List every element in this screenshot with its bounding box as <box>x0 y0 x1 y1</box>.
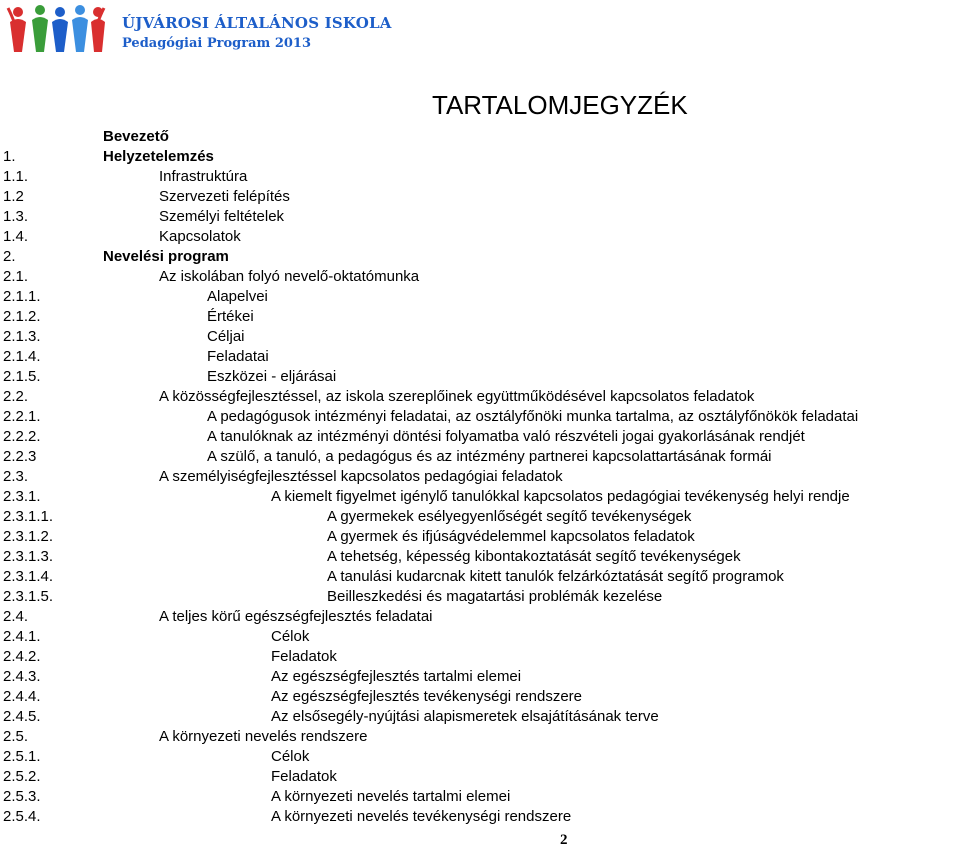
toc-entry-title: A pedagógusok intézményi feladatai, az osztályfőnöki munka tartalma, az osztályfőnökök feladatai <box>207 408 859 425</box>
toc-entry <box>0 307 960 327</box>
toc-entry-number: 2.1.3. <box>3 328 41 345</box>
toc-entry-title: Nevelési program <box>103 248 229 265</box>
toc-entry <box>0 207 960 227</box>
toc-entry-number: 2.2. <box>3 388 29 405</box>
toc-entry-number: 2.3.1.3. <box>3 548 54 565</box>
document-title: TARTALOMJEGYZÉK <box>432 90 688 120</box>
school-logo-figures-icon <box>6 2 106 56</box>
toc-entry <box>0 747 960 767</box>
toc-entry <box>0 227 960 247</box>
toc-entry-number: 2.1.5. <box>3 368 41 385</box>
toc-entry-number: 2.4.4. <box>3 688 41 705</box>
toc-entry-number: 2.5.2. <box>3 768 41 785</box>
toc-entry <box>0 447 960 467</box>
toc-entry-title: Személyi feltételek <box>159 208 285 225</box>
toc-entry-title: A tehetség, képesség kibontakoztatását segítő tevékenységek <box>327 548 741 565</box>
toc-entry <box>0 127 960 147</box>
toc-entry-title: Szervezeti felépítés <box>159 188 290 205</box>
toc-entry-number: 1. <box>3 148 16 165</box>
toc-entry <box>0 707 960 727</box>
toc-entry-number: 2. <box>3 248 16 265</box>
toc-entry <box>0 507 960 527</box>
toc-entry-title: Feladatok <box>271 648 337 665</box>
toc-entry-number: 2.3.1.4. <box>3 568 54 585</box>
toc-entry-number: 2.3.1.5. <box>3 588 54 605</box>
toc-entry-number: 1.3. <box>3 208 29 225</box>
toc-entry <box>0 247 960 267</box>
toc-entry-title: A tanulási kudarcnak kitett tanulók felzárkóztatását segítő programok <box>327 568 784 585</box>
toc-entry <box>0 147 960 167</box>
toc-entry-title: Feladatai <box>207 348 269 365</box>
toc-entry-title: Beilleszkedési és magatartási problémák kezelése <box>327 588 663 605</box>
toc-entry-number: 2.2.1. <box>3 408 41 425</box>
toc-entry <box>0 347 960 367</box>
toc-entry-title: Célok <box>271 748 310 765</box>
toc-entry <box>0 367 960 387</box>
program-name: Pedagógiai Program 2013 <box>122 36 312 51</box>
toc-entry-number: 1.2 <box>3 188 24 205</box>
toc-entry-title: Az elsősegély-nyújtási alapismeretek elsajátításának terve <box>271 708 659 725</box>
toc-entry-title: Alapelvei <box>207 288 268 305</box>
toc-entry-title: A környezeti nevelés rendszere <box>159 728 368 745</box>
toc-entry-title: A környezeti nevelés tevékenységi rendszere <box>271 808 572 825</box>
toc-entry-number: 2.4.3. <box>3 668 41 685</box>
toc-entry-number: 2.2.3 <box>3 448 37 465</box>
toc-entry-title: Az egészségfejlesztés tevékenységi rendszere <box>271 688 583 705</box>
toc-entry-title: Bevezető <box>103 128 169 145</box>
toc-entry-number: 2.1. <box>3 268 29 285</box>
toc-entry <box>0 807 960 827</box>
toc-entry-number: 2.1.4. <box>3 348 41 365</box>
toc-entry-number: 2.5. <box>3 728 29 745</box>
toc-entry-number: 2.3.1.1. <box>3 508 54 525</box>
toc-entry-number: 2.4.1. <box>3 628 41 645</box>
page-header <box>0 0 960 60</box>
toc-entry <box>0 487 960 507</box>
toc-entry-title: Helyzetelemzés <box>103 148 214 165</box>
toc-entry-number: 2.3.1.2. <box>3 528 54 545</box>
toc-entry-number: 2.1.1. <box>3 288 41 305</box>
toc-entry <box>0 727 960 747</box>
toc-entry <box>0 687 960 707</box>
toc-entry <box>0 567 960 587</box>
toc-entry-number: 2.3.1. <box>3 488 41 505</box>
toc-entry <box>0 427 960 447</box>
toc-entry-title: A gyermek és ifjúságvédelemmel kapcsolatos feladatok <box>327 528 695 545</box>
toc-entry-title: A szülő, a tanuló, a pedagógus és az intézmény partnerei kapcsolattartásának formái <box>207 448 772 465</box>
toc-entry-title: A teljes körű egészségfejlesztés feladatai <box>159 608 433 625</box>
toc-entry-title: A tanulóknak az intézményi döntési folyamatba való részvételi jogai gyakorlásának rendjét <box>207 428 805 445</box>
toc-entry-number: 2.4.5. <box>3 708 41 725</box>
toc-entry-title: Céljai <box>207 328 245 345</box>
toc-entry-title: A környezeti nevelés tartalmi elemei <box>271 788 511 805</box>
toc-entry-title: A közösségfejlesztéssel, az iskola szereplőinek együttműködésével kapcsolatos feladatok <box>159 388 755 405</box>
toc-entry-number: 2.2.2. <box>3 428 41 445</box>
toc-entry-number: 2.1.2. <box>3 308 41 325</box>
school-name: ÚJVÁROSI ÁLTALÁNOS ISKOLA <box>122 14 392 32</box>
toc-entry <box>0 667 960 687</box>
toc-entry-title: Értékei <box>207 308 254 325</box>
toc-entry-number: 2.5.1. <box>3 748 41 765</box>
toc-entry-title: Eszközei - eljárásai <box>207 368 337 385</box>
toc-entry-title: Az iskolában folyó nevelő-oktatómunka <box>159 268 420 285</box>
toc-entry <box>0 607 960 627</box>
toc-entry-title: Feladatok <box>271 768 337 785</box>
toc-entry-title: Célok <box>271 628 310 645</box>
toc-entry <box>0 167 960 187</box>
toc-entry-number: 2.5.3. <box>3 788 41 805</box>
toc-entry <box>0 267 960 287</box>
toc-entry <box>0 327 960 347</box>
toc-entry <box>0 187 960 207</box>
toc-entry-title: Az egészségfejlesztés tartalmi elemei <box>271 668 522 685</box>
toc-entry-title: A személyiségfejlesztéssel kapcsolatos pedagógiai feladatok <box>159 468 563 485</box>
toc-entry <box>0 787 960 807</box>
toc-entry <box>0 647 960 667</box>
table-of-contents <box>0 127 960 827</box>
toc-entry <box>0 407 960 427</box>
toc-entry-title: Infrastruktúra <box>159 168 248 185</box>
toc-entry <box>0 767 960 787</box>
page-number: 2 <box>560 832 568 848</box>
toc-entry-title: Kapcsolatok <box>159 228 241 245</box>
toc-entry-number: 2.4.2. <box>3 648 41 665</box>
toc-entry <box>0 527 960 547</box>
toc-entry-title: A kiemelt figyelmet igénylő tanulókkal kapcsolatos pedagógiai tevékenység helyi rendje <box>271 488 850 505</box>
toc-entry <box>0 587 960 607</box>
toc-entry-number: 2.4. <box>3 608 29 625</box>
toc-entry <box>0 287 960 307</box>
toc-entry <box>0 547 960 567</box>
toc-entry <box>0 387 960 407</box>
toc-entry-number: 1.1. <box>3 168 29 185</box>
toc-entry-number: 2.3. <box>3 468 29 485</box>
toc-entry-title: A gyermekek esélyegyenlőségét segítő tevékenységek <box>327 508 692 525</box>
toc-entry-number: 1.4. <box>3 228 29 245</box>
toc-entry <box>0 467 960 487</box>
toc-entry-number: 2.5.4. <box>3 808 41 825</box>
toc-entry <box>0 627 960 647</box>
